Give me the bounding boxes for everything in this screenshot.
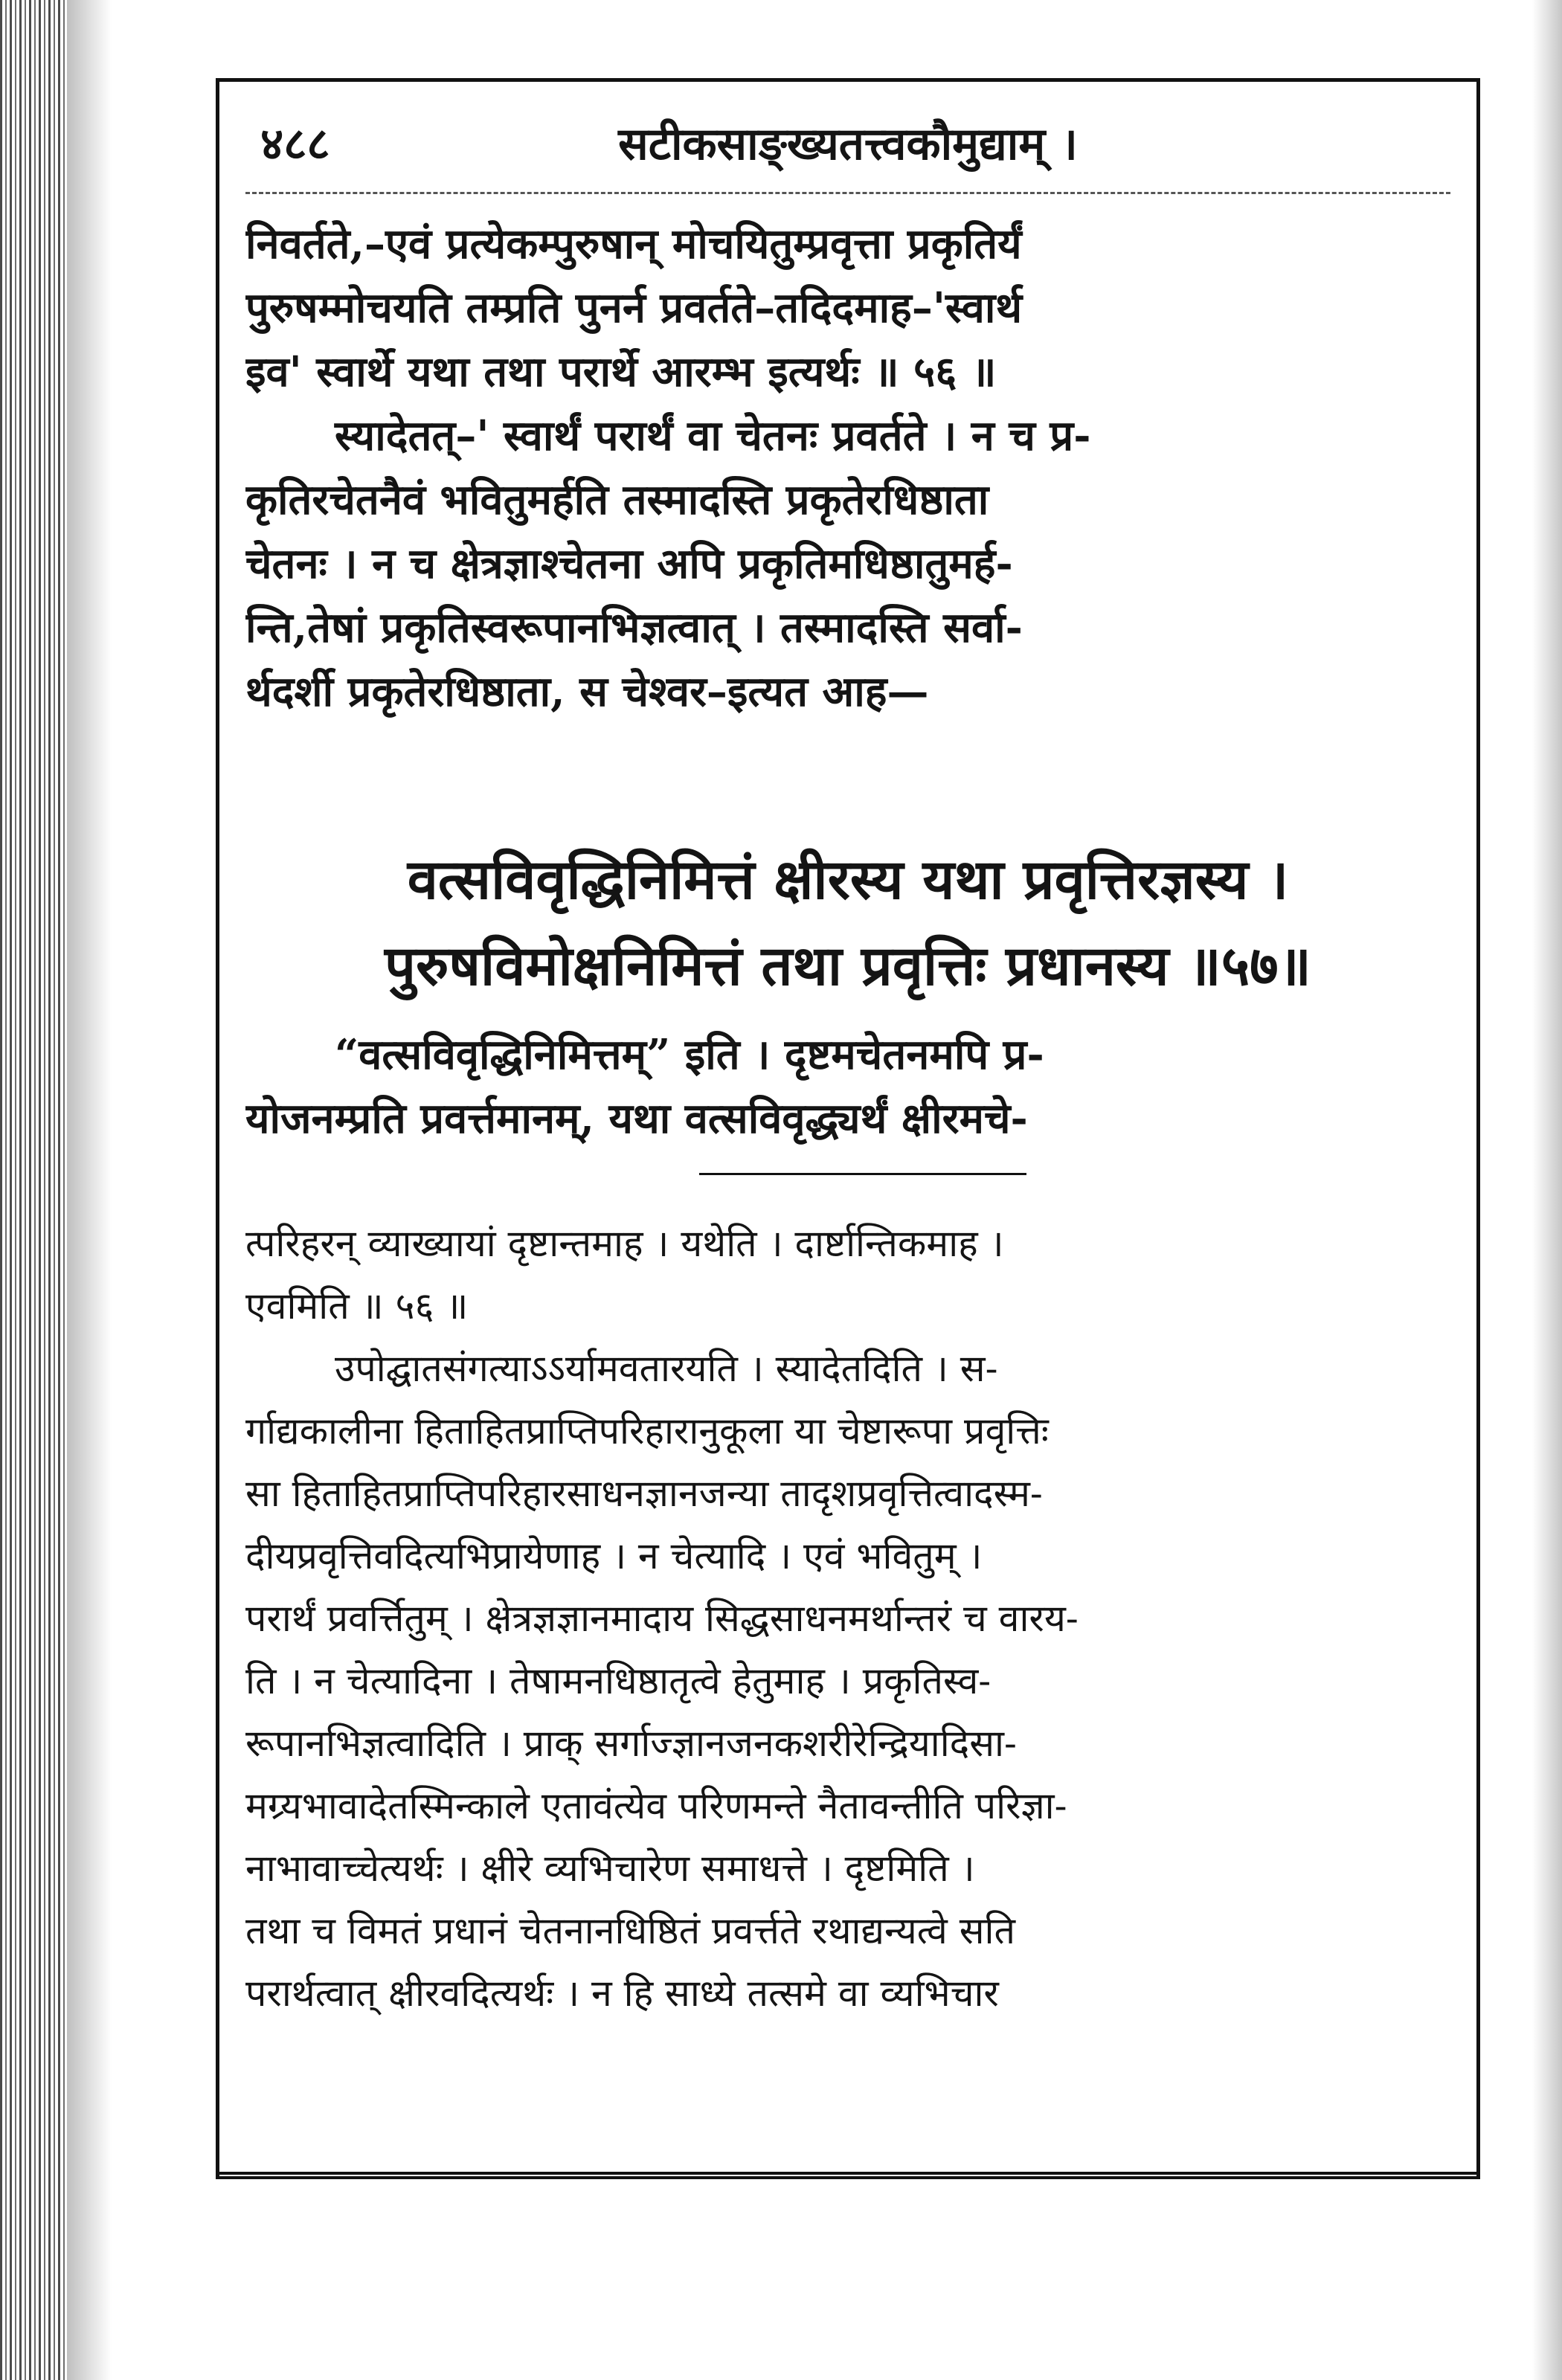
footnote-line: रूपानभिज्ञत्वादिति । प्राक् सर्गाज्ज्ञानजनकशरीरेन्द्रियादिसा- [245,1722,1017,1765]
commentary-line: र्थदर्शी प्रकृतेरधिष्ठाता, स चेश्वर–इत्यत आह— [245,667,929,716]
footnote-text [245,1212,1450,2024]
footnote-line: सा हिताहितप्राप्तिपरिहारसाधनज्ञानजन्या तादृशप्रवृत्तित्वादस्म- [245,1472,1043,1515]
header-rule [245,192,1450,194]
footnote-line: उपोद्घातसंगत्याऽऽर्यामवतारयति । स्यादेतदिति । स- [335,1347,998,1390]
commentary-line: निवर्तते,–एवं प्रत्येकम्पुरुषान् मोचयितुम्प्रवृत्ता प्रकृतिर्यं [245,219,1022,268]
commentary-line: कृतिरचेतनैवं भवितुमर्हति तस्मादस्ति प्रकृतेरधिष्ठाता [245,475,989,524]
footnote-line: दीयप्रवृत्तिवदित्यभिप्रायेणाह । न चेत्यादि । एवं भवितुम् । [245,1534,983,1577]
commentary-line: योजनम्प्रति प्रवर्त्तमानम्, यथा वत्सविवृद्ध्यर्थं क्षीरमचे- [245,1094,1028,1143]
karika-line: वत्सविवृद्धिनिमित्तं क्षीरस्य यथा प्रवृत्तिरज्ञस्य । [407,848,1289,912]
footnote-line: मग्र्यभावादेतस्मिन्काले एतावंत्येव परिणमन्ते नैतावन्तीति परिज्ञा- [245,1784,1067,1827]
footnote-line: र्गाद्यकालीना हिताहितप्राप्तिपरिहारानुकूला या चेष्टारूपा प्रवृत्तिः [245,1409,1049,1453]
commentary-line: चेतनः । न च क्षेत्रज्ञाश्चेतना अपि प्रकृतिमधिष्ठातुमर्ह- [245,539,1013,588]
commentary-line: “वत्सविवृद्धिनिमित्तम्” इति । दृष्टमचेतनमपि प्र- [335,1030,1044,1079]
footnote-line: ति । न चेत्यादिना । तेषामनधिष्ठातृत्वे हेतुमाह । प्रकृतिस्व- [245,1659,991,1702]
commentary-line: इव' स्वार्थे यथा तथा परार्थे आरम्भ इत्यर्थः ॥ ५६ ॥ [245,347,997,396]
karika-line: पुरुषविमोक्षनिमित्तं तथा प्रवृत्तिः प्रधानस्य ॥५७॥ [385,934,1311,998]
commentary-line: स्यादेतत्–' स्वार्थं परार्थं वा चेतनः प्रवर्तते । न च प्र- [335,411,1091,460]
commentary-text [245,212,1450,724]
book-binding-edge [0,0,67,2380]
karika-verse [245,837,1450,1009]
commentary-text-continued [245,1023,1450,1151]
footnote-line: नाभावाच्चेत्यर्थः । क्षीरे व्यभिचारेण समाधत्ते । दृष्टमिति । [245,1847,975,1890]
running-title: सटीकसाङ्ख्यतत्त्वकौमुद्याम् । [618,118,1078,170]
footnote-line: एवमिति ॥ ५६ ॥ [245,1284,469,1328]
commentary-line: न्ति,तेषां प्रकृतिस्वरूपानभिज्ञत्वात् । तस्मादस्ति सर्वा- [245,603,1023,652]
footnote-line: तथा च विमतं प्रधानं चेतनानधिष्ठितं प्रवर्त्तते रथाद्यन्यत्वे सति [245,1909,1015,1952]
page-number: ४८८ [260,118,330,170]
commentary-line: पुरुषम्मोचयति तम्प्रति पुनर्न प्रवर्तते–तदिदमाह–'स्वार्थ [245,283,1023,332]
page-right-edge [1532,0,1562,2380]
footnote-line: त्परिहरन् व्याख्यायां दृष्टान्तमाह । यथेति । दार्ष्टान्तिकमाह । [245,1222,1004,1265]
footnote-line: परार्थं प्रवर्त्तितुम् । क्षेत्रज्ञज्ञानमादाय सिद्धसाधनमर्थान्तरं च वारय- [245,1597,1079,1640]
gutter-shadow [67,0,112,2380]
page-header [245,112,1450,186]
footnote-line: परार्थत्वात् क्षीरवदित्यर्थः । न हि साध्ये तत्समे वा व्यभिचार [245,1972,999,2015]
page-border-bottom [216,2172,1480,2179]
footnote-separator [699,1173,1026,1175]
